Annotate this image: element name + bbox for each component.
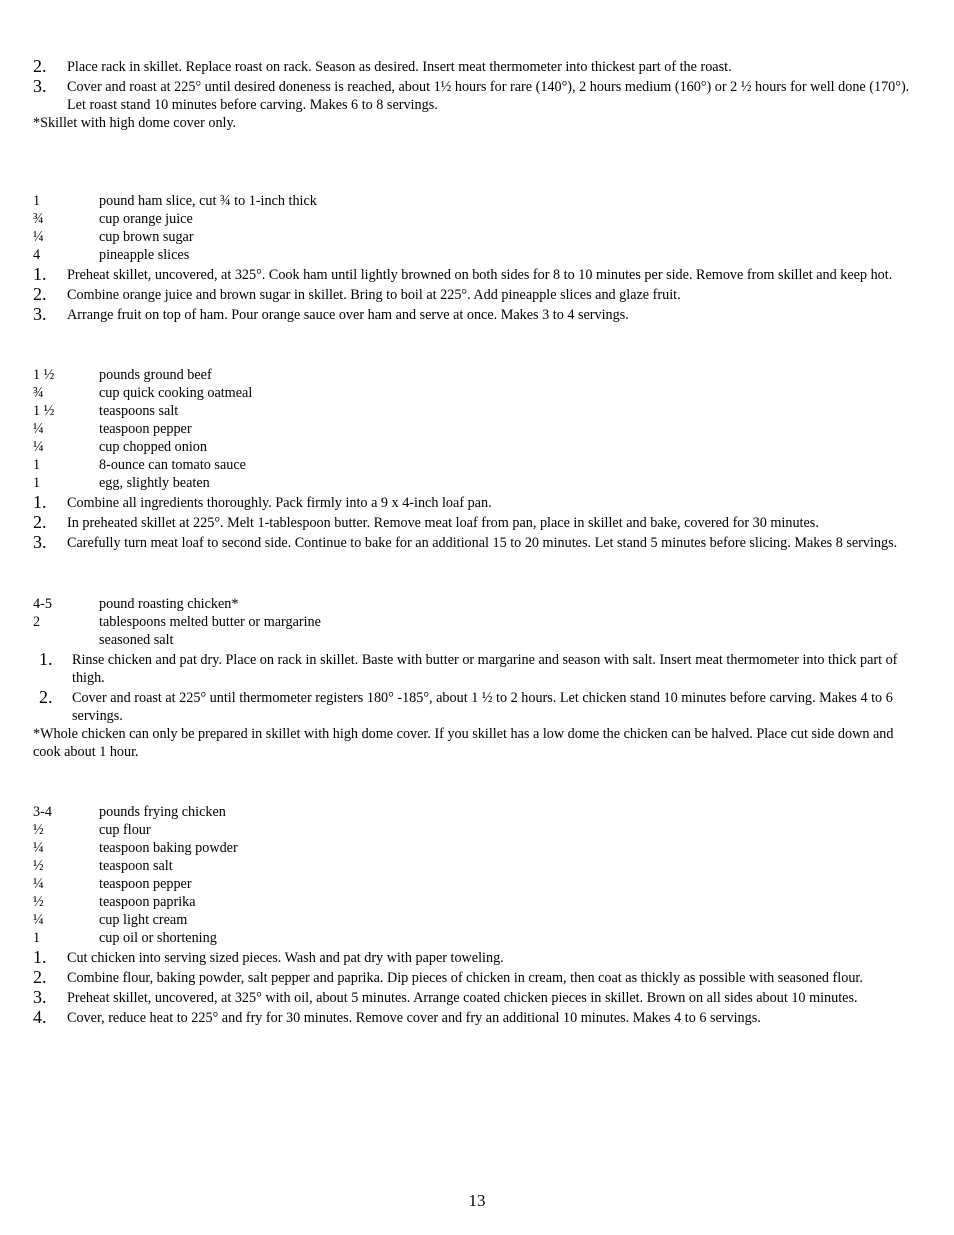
ingredient-desc: egg, slightly beaten	[99, 475, 210, 491]
step	[33, 1009, 923, 1027]
step-number: 2.	[39, 687, 53, 707]
ingredient-desc: cup quick cooking oatmeal	[99, 385, 253, 401]
ingredient-desc: pound roasting chicken*	[99, 596, 239, 612]
ingredient-qty: ½	[33, 822, 44, 838]
ingredient-qty: 1	[33, 475, 41, 491]
ingredient-qty: 1	[33, 193, 41, 209]
step-number: 2.	[33, 967, 47, 987]
ingredient-qty: 2	[33, 614, 41, 630]
ingredient	[33, 893, 923, 911]
step	[33, 989, 923, 1007]
ingredient	[33, 929, 923, 947]
step	[33, 494, 923, 512]
note: *Whole chicken can only be prepared in skillet with high dome cover. If you skillet has a low dome the chicken can be halved. Place cut side down and cook about 1 hour.	[33, 726, 894, 760]
fried-chicken-section	[33, 803, 923, 1027]
step-number: 2.	[33, 512, 47, 532]
ingredient	[33, 438, 923, 456]
step-number: 1.	[39, 649, 53, 669]
step-text: Place rack in skillet. Replace roast on rack. Season as desired. Insert meat thermometer into thickest part of the roast.	[67, 59, 732, 75]
ingredient	[33, 839, 923, 857]
ingredient-desc: teaspoon baking powder	[99, 840, 238, 856]
step	[33, 286, 923, 304]
ingredient-desc: teaspoons salt	[99, 403, 179, 419]
ingredient-desc: pound ham slice, cut ¾ to 1-inch thick	[99, 193, 317, 209]
ingredient-desc: cup oil or shortening	[99, 930, 217, 946]
ingredient	[33, 366, 923, 384]
ingredient-desc: pineapple slices	[99, 247, 190, 263]
ingredient	[33, 911, 923, 929]
ingredient-desc: pounds ground beef	[99, 367, 212, 383]
step	[33, 58, 923, 76]
ingredient-qty: ¾	[33, 211, 44, 227]
step-number: 3.	[33, 304, 47, 324]
step-text: Cover and roast at 225° until desired doneness is reached, about 1½ hours for rare (140°), 2 hours medium (160°) or 2 ½ hours for well done (170°). Let roast stand 10 minutes before carving. Makes 6 to 8 servings.	[67, 79, 910, 113]
ingredient	[33, 192, 923, 210]
ingredient	[33, 613, 923, 631]
ingredient	[33, 595, 923, 613]
step-number: 3.	[33, 532, 47, 552]
step-text: Combine all ingredients thoroughly. Pack firmly into a 9 x 4-inch loaf pan.	[67, 495, 492, 511]
ingredient	[33, 228, 923, 246]
ingredient	[33, 420, 923, 438]
ingredient-desc: seasoned salt	[99, 632, 174, 648]
ham-section	[33, 192, 923, 324]
roast-chicken-section	[33, 595, 923, 761]
step-number: 4.	[33, 1007, 47, 1027]
step	[33, 514, 923, 532]
ingredient	[33, 384, 923, 402]
step-number: 2.	[33, 56, 47, 76]
ingredient-qty: ¼	[33, 912, 44, 928]
step-text: Combine flour, baking powder, salt pepper and paprika. Dip pieces of chicken in cream, then coat as thickly as possible with seasoned flour.	[67, 970, 863, 986]
ingredient	[33, 210, 923, 228]
ingredient-desc: cup chopped onion	[99, 439, 207, 455]
step-number: 1.	[33, 492, 47, 512]
ingredient-desc: cup flour	[99, 822, 151, 838]
step	[33, 306, 923, 324]
ingredient-desc: teaspoon pepper	[99, 421, 192, 437]
ingredient-qty: ¾	[33, 385, 44, 401]
roast-section	[33, 58, 923, 132]
ingredient-desc: pounds frying chicken	[99, 804, 226, 820]
ingredient	[33, 821, 923, 839]
ingredient-qty: 1	[33, 930, 41, 946]
ingredient	[33, 803, 923, 821]
ingredient-desc: cup light cream	[99, 912, 188, 928]
ingredient-qty: ¼	[33, 229, 44, 245]
step-text: Preheat skillet, uncovered, at 325°. Cook ham until lightly browned on both sides for 8 to 10 minutes per side. Remove from skillet and keep hot.	[67, 267, 893, 283]
ingredient-qty: 1 ½	[33, 367, 55, 383]
note: *Skillet with high dome cover only.	[33, 115, 237, 131]
ingredient	[33, 456, 923, 474]
step	[33, 969, 923, 987]
ingredient-qty: 1	[33, 457, 41, 473]
step-number: 3.	[33, 76, 47, 96]
ingredient-desc: cup brown sugar	[99, 229, 194, 245]
ingredient-desc: teaspoon salt	[99, 858, 173, 874]
step-text: Arrange fruit on top of ham. Pour orange sauce over ham and serve at once. Makes 3 to 4 servings.	[67, 307, 629, 323]
ingredient-qty: 4-5	[33, 596, 52, 612]
step-text: Carefully turn meat loaf to second side. Continue to bake for an additional 15 to 20 minutes. Let stand 5 minutes before slicing. Makes 8 servings.	[67, 535, 898, 551]
ingredient	[33, 631, 923, 649]
step-text: Combine orange juice and brown sugar in skillet. Bring to boil at 225°. Add pineapple slices and glaze fruit.	[67, 287, 681, 303]
ingredient-qty: 1 ½	[33, 403, 55, 419]
step-text: Preheat skillet, uncovered, at 325° with oil, about 5 minutes. Arrange coated chicken pieces in skillet. Brown on all sides about 10 minutes.	[67, 990, 858, 1006]
step	[33, 949, 923, 967]
ingredient	[33, 474, 923, 492]
step-number: 3.	[33, 987, 47, 1007]
ingredient-desc: teaspoon pepper	[99, 876, 192, 892]
ingredient-qty: ¼	[33, 439, 44, 455]
ingredient-qty: ½	[33, 894, 44, 910]
step-text: Cut chicken into serving sized pieces. Wash and pat dry with paper toweling.	[67, 950, 504, 966]
step-text: Cover and roast at 225° until thermometer registers 180° -185°, about 1 ½ to 2 hours. Let chicken stand 10 minutes before carving. Makes 4 to 6 servings.	[72, 690, 893, 724]
step	[33, 689, 923, 725]
step-text: Rinse chicken and pat dry. Place on rack in skillet. Baste with butter or margarine and season with salt. Insert meat thermometer into thick part of thigh.	[72, 652, 898, 686]
meatloaf-section	[33, 366, 923, 552]
ingredient	[33, 402, 923, 420]
step	[33, 651, 923, 687]
ingredient	[33, 246, 923, 264]
ingredient-qty: ¼	[33, 421, 44, 437]
ingredient-qty: ¼	[33, 876, 44, 892]
step	[33, 78, 923, 114]
ingredient-desc: 8-ounce can tomato sauce	[99, 457, 246, 473]
ingredient-qty: 4	[33, 247, 41, 263]
page-number: 13	[468, 1191, 486, 1210]
ingredient-desc: teaspoon paprika	[99, 894, 196, 910]
step-number: 1.	[33, 947, 47, 967]
ingredient-qty: ¼	[33, 840, 44, 856]
step-text: Cover, reduce heat to 225° and fry for 30 minutes. Remove cover and fry an additional 10 minutes. Makes 4 to 6 servings.	[67, 1010, 761, 1026]
ingredient	[33, 857, 923, 875]
ingredient	[33, 875, 923, 893]
ingredient-desc: cup orange juice	[99, 211, 193, 227]
ingredient-qty: 3-4	[33, 804, 52, 820]
step	[33, 266, 923, 284]
ingredient-desc: tablespoons melted butter or margarine	[99, 614, 321, 630]
step-number: 1.	[33, 264, 47, 284]
step-text: In preheated skillet at 225°. Melt 1-tablespoon butter. Remove meat loaf from pan, place in skillet and bake, covered for 30 minutes.	[67, 515, 819, 531]
recipe-page	[33, 58, 923, 1027]
step	[33, 534, 923, 552]
ingredient-qty: ½	[33, 858, 44, 874]
step-number: 2.	[33, 284, 47, 304]
